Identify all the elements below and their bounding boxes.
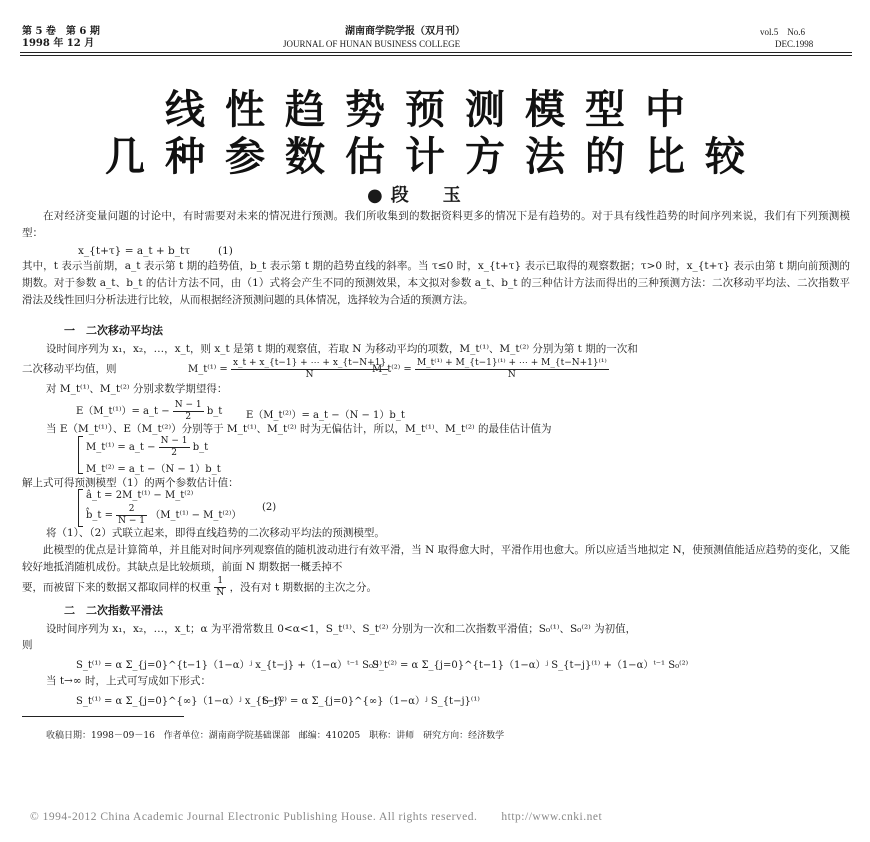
section-1-sentence-4: 当 E（M_t⁽¹⁾）、E（M_t⁽²⁾）分别等于 M_t⁽¹⁾、M_t⁽²⁾ 时为无偏估计，所以，M_t⁽¹⁾、M_t⁽²⁾ 的最佳估计值为 (46, 423, 552, 435)
date-en: DEC.1998 (775, 39, 814, 49)
smoothing-formula-2: S_t⁽²⁾ = α Σ_{j=0}^{t−1}（1−α）ʲ S_{t−j}⁽¹⁾ +（1−α）ᵗ⁻¹ S₀⁽²⁾ (372, 660, 689, 671)
system-1-tail: b_t (192, 442, 209, 453)
estimator-b (86, 504, 241, 527)
moving-average-1-formula (188, 358, 388, 381)
header-rule-2 (20, 55, 852, 56)
limit-formula-2: S_t⁽²⁾ = α Σ_{j=0}^{∞}（1−α）ʲ S_{t−j}⁽¹⁾ (262, 696, 480, 707)
author-name: ●段 玉 (367, 185, 469, 206)
system-1-numerator: N − 1 (160, 436, 188, 446)
section-1-sentence-2: 二次移动平均值，则 (22, 363, 117, 375)
copyright-notice: © 1994-2012 China Academic Journal Electronic Publishing House. All rights reserved. http://www.cnki.net (30, 811, 603, 823)
ma1-lhs: M_t⁽¹⁾ = (188, 364, 228, 375)
limit-formula-1: S_t⁽¹⁾ = α Σ_{j=0}^{∞}（1−α）ʲ x_{t−j} (76, 696, 284, 707)
evaluation-text-a: 要，而被留下来的数据又都取同样的权重 (22, 581, 211, 594)
volume-issue-cn: 第 5 卷 第 6 期 (22, 26, 100, 37)
footnote: 收稿日期：1998－09－16 作者单位：湖南商学院基础课部 邮编：410205 职称：讲师 研究方向：经济数学 (46, 731, 505, 741)
estimator-a: â_t = 2M_t⁽¹⁾ − M_t⁽²⁾ (86, 490, 194, 501)
expectation-2-formula: E（M_t⁽²⁾）= a_t −（N − 1）b_t (246, 410, 405, 421)
section-2-sentence-1b: 则 (22, 639, 33, 651)
journal-title-cn: 湖南商学院学报（双月刊） (345, 26, 465, 37)
section-1-sentence-6: 将（1）、（2）式联立起来，即得直线趋势的二次移动平均法的预测模型。 (46, 527, 385, 539)
intro-paragraph: 在对经济变量问题的讨论中，有时需要对未来的情况进行预测。我们所收集到的数据资料更多的情况下是有趋势的。对于具有线性趋势的时间序列来说，我们有下列预测模型： (22, 210, 850, 239)
estimator-b-lhs: b̂_t = (86, 510, 113, 521)
estimator-b-tail: （M_t⁽¹⁾ − M_t⁽²⁾） (150, 510, 242, 521)
evaluation-text-b: ，没有对 t 期数据的主次之分。 (229, 581, 377, 594)
system-equation-1 (86, 436, 208, 459)
title-line-2: 几种参数估计方法的比较 (105, 134, 765, 180)
title-line-1: 线性趋势预测模型中 (165, 87, 705, 133)
expectation-1-lhs: E（M_t⁽¹⁾）= a_t − (76, 406, 170, 417)
expectation-1-tail: b_t (206, 406, 223, 417)
estimator-equation-number: (2) (262, 502, 277, 513)
intro-paragraph-2: 其中，t 表示当前期，a_t 表示第 t 期的趋势值，b_t 表示第 t 期的趋势直线的斜率。当 τ≤0 时，x_{t+τ} 表示已取得的观察数据；τ>0 时，x_{t+τ} 表示由第 t 期向前预测的期数。对于参数 a_t、b_t 的估计方法不同，由（1）式将会产生不同的预测效果，本文拟对参数 a_t、b_t 的三种估计方法而得出的三种预测方法：二次移动平均法、二次指数平滑法及线性回归分析法进行比较，从而根据经济预测问题的具体情况，选择较为合适的预测方法。 (22, 260, 850, 306)
weight-denominator: N (216, 588, 225, 598)
section-1-sentence-3: 对 M_t⁽¹⁾、M_t⁽²⁾ 分别求数学期望得： (46, 383, 228, 395)
system-equation-2: M_t⁽²⁾ = a_t −（N − 1）b_t (86, 464, 221, 475)
model-equation-number: (1) (218, 245, 233, 257)
estimator-b-denominator: N − 1 (118, 516, 146, 526)
section-1-heading: 一 二次移动平均法 (64, 324, 163, 337)
smoothing-formula-1: S_t⁽¹⁾ = α Σ_{j=0}^{t−1}（1−α）ʲ x_{t−j} +（1−α）ᵗ⁻¹ S₀⁽¹⁾ (76, 660, 382, 671)
section-2-sentence-2: 当 t→∞ 时，上式可写成如下形式： (46, 675, 211, 687)
weight-numerator: 1 (214, 576, 226, 588)
ma1-numerator: x_t + x_{t−1} + ⋯ + x_{t−N+1} (232, 358, 387, 368)
estimator-b-numerator: 2 (116, 504, 147, 516)
footnote-rule (22, 716, 184, 717)
system-1-lhs: M_t⁽¹⁾ = a_t − (86, 442, 156, 453)
expectation-1-formula (76, 400, 222, 423)
system-1-denominator: 2 (171, 448, 177, 458)
section-1-sentence-5: 解上式可得预测模型（1）的两个参数估计值： (22, 477, 239, 489)
model-equation: x_{t+τ} = a_t + b_tτ (78, 245, 191, 257)
volume-issue-en: vol.5 No.6 (760, 27, 806, 37)
ma2-numerator: M_t⁽¹⁾ + M_{t−1}⁽¹⁾ + ⋯ + M_{t−N+1}⁽¹⁾ (416, 358, 607, 368)
section-1-evaluation-end (22, 576, 377, 599)
expectation-1-numerator: N − 1 (174, 400, 202, 410)
section-1-sentence-1: 设时间序列为 x₁，x₂，…，x_t，则 x_t 是第 t 期的观察值，若取 N 为移动平均的项数，M_t⁽¹⁾、M_t⁽²⁾ 分别为第 t 期的一次和 (46, 343, 638, 355)
ma1-denominator: N (305, 370, 314, 380)
expectation-1-denominator: 2 (185, 412, 192, 422)
header-rule (20, 52, 852, 53)
moving-average-2-formula (372, 358, 609, 381)
estimator-brace (78, 489, 83, 527)
section-2-sentence-1: 设时间序列为 x₁，x₂，…，x_t；α 为平滑常数且 0<α<1，S_t⁽¹⁾、S_t⁽²⁾ 分别为一次和二次指数平滑值；S₀⁽¹⁾、S₀⁽²⁾ 为初值， (46, 623, 637, 635)
ma2-denominator: N (507, 370, 516, 380)
section-2-heading: 二 二次指数平滑法 (64, 604, 163, 617)
journal-title-en: JOURNAL OF HUNAN BUSINESS COLLEGE (283, 39, 461, 49)
ma2-lhs: M_t⁽²⁾ = (372, 364, 412, 375)
system-brace (78, 436, 83, 474)
section-1-evaluation: 此模型的优点是计算简单，并且能对时间序列观察值的随机波动进行有效平滑，当 N 取得愈大时，平滑作用也愈大。所以应适当地拟定 N，使预测值能适应趋势的变化，又能较好地抵消随机成份。其缺点是比较烦琐，前面 N 期数据一概丢掉不 (22, 544, 850, 573)
date-cn: 1998 年 12 月 (22, 38, 95, 49)
